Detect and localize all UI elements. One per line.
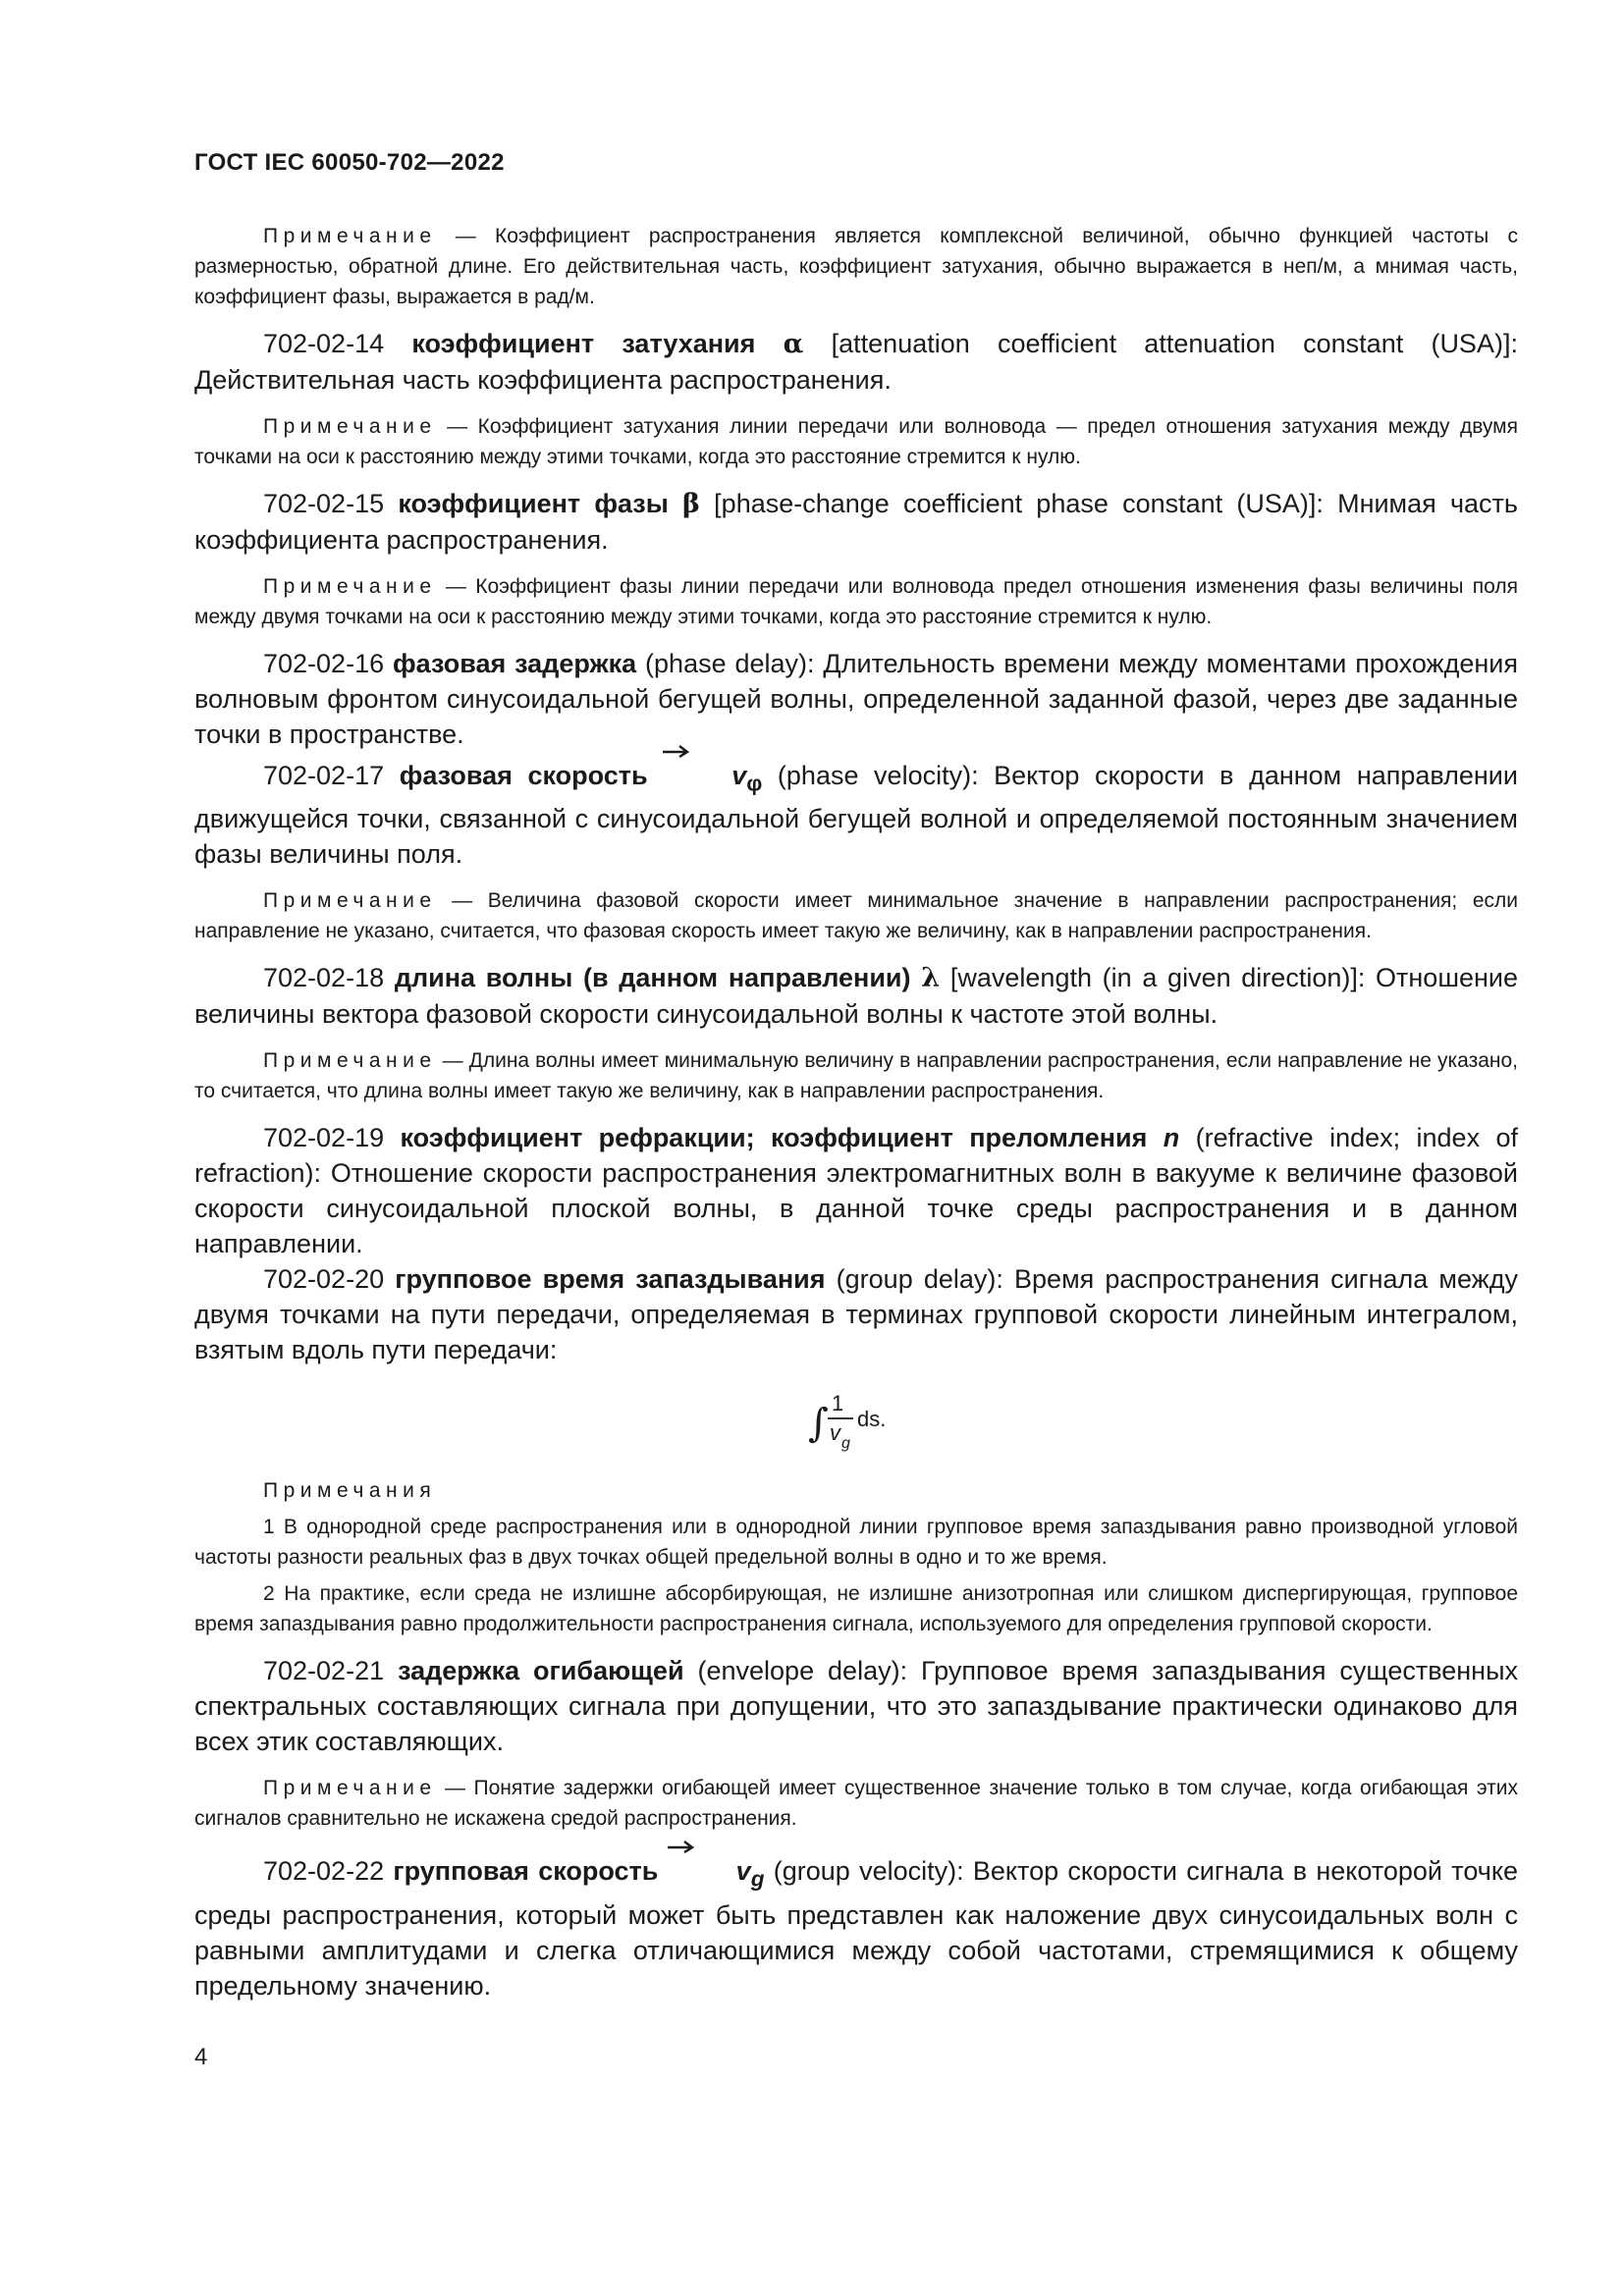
symbol-base: v — [735, 1856, 751, 1887]
note-label: Примечание — [263, 575, 437, 598]
note-text: — Коэффициент затухания линии передачи или волновода — предел отношения затухания между двумя точками на оси к расстоянию между этими точками, когда это расстояние стремится к нулю. — [194, 415, 1518, 468]
entry-definition: [attenuation coefficient attenuation constant (USA)]: Действительная часть коэффициента распространения. — [194, 329, 1518, 395]
entry-term: групповая скорость — [393, 1856, 659, 1887]
entry-definition: (refractive index; index of refraction): Отношение скорости распространения электромагнитных волн в вакууме к величине фазовой скорости синусоидальной плоской волны, в данной точке среды распространения и в данном направлении. — [194, 1123, 1518, 1259]
note-702-02-20-1: 1 В однородной среде распространения или в однородной линии групповое время запаздывания равно производной угловой частоты разности реальных фаз в двух точках общей предельной волны в одно и то же время. — [194, 1516, 1518, 1570]
entry-term: коэффициент рефракции; коэффициент преломления — [400, 1123, 1148, 1153]
entry-definition: (envelope delay): Групповое время запаздывания существенных спектральных составляющих сигнала при допущении, что это запаздывание практически одинаково для всех этик составляющих. — [194, 1656, 1518, 1757]
note-702-02-17 — [194, 885, 1518, 946]
entry-term: коэффициент фазы — [398, 489, 669, 518]
note-label: Примечание — [263, 889, 437, 913]
entry-term: фазовая задержка — [393, 649, 637, 678]
vector-arrow-icon — [666, 1840, 695, 1853]
page-number: 4 — [194, 2044, 208, 2070]
entry-definition: [wavelength (in a given direction)]: Отношение величины вектора фазовой скорости синусоидальной волны к частоте этой волны. — [194, 963, 1519, 1030]
entry-number: 702-02-22 — [263, 1856, 385, 1887]
note-label: Примечание — [263, 1777, 437, 1800]
entry-term: групповое время запаздывания — [395, 1264, 826, 1295]
entry-702-02-21 — [194, 1653, 1518, 1759]
note-702-02-14 — [194, 411, 1518, 472]
integral-formula-graphic — [802, 1375, 910, 1466]
formula-numerator: 1 — [832, 1391, 844, 1416]
note-text: — Величина фазовой скорости имеет минимальное значение в направлении распространения; если направление не указано, считается, что фазовая скорость имеет такую же величину, как в направлении распространения. — [194, 889, 1518, 943]
note-label: Примечание — [263, 1049, 437, 1073]
intro-note — [194, 221, 1518, 312]
integral-sign: ∫ — [808, 1401, 829, 1447]
phase-velocity-vector-symbol — [663, 752, 762, 801]
formula-denominator-base: v — [830, 1420, 840, 1446]
entry-702-02-17 — [194, 752, 1518, 872]
entry-number: 702-02-15 — [263, 489, 385, 518]
entry-702-02-14 — [194, 326, 1518, 398]
note-text: — Коэффициент распространения является комплексной величиной, обычно функцией частоты с размерностью, обратной длине. Его действительная часть, коэффициент затухания, обычно выражается в неп/м, а мнимая часть, коэффициент фазы, выражается в рад/м. — [194, 225, 1518, 308]
entry-number: 702-02-14 — [263, 329, 385, 358]
note-label: Примечание — [263, 225, 437, 247]
entry-number: 702-02-20 — [263, 1264, 385, 1295]
page-content — [194, 221, 1518, 2017]
notes-label: Примечания — [263, 1479, 437, 1503]
symbol-subscript: g — [750, 1866, 765, 1892]
entry-number: 702-02-18 — [263, 963, 385, 993]
entry-702-02-19 — [194, 1120, 1518, 1261]
entry-term: длина волны (в данном направлении) — [394, 963, 911, 993]
entry-term: фазовая скорость — [399, 761, 648, 790]
note-text: — Коэффициент фазы линии передачи или волновода предел отношения изменения фазы величины поля между двумя точками на оси к расстоянию между этими точками, когда это расстояние стремится к нулю. — [194, 575, 1518, 628]
entry-definition: [phase-change coefficient phase constant (USA)]: Мнимая часть коэффициента распространения. — [194, 489, 1518, 555]
entry-definition: (phase delay): Длительность времени между моментами прохождения волновым фронтом синусоидальной бегущей волны, определенной заданной фазой, через две заданные точки в пространстве. — [194, 649, 1518, 749]
entry-definition: (phase velocity): Вектор скорости в данном направлении движущейся точки, связанной с синусоидальной бегущей волной и определяемой постоянным значением фазы величины поля. — [194, 761, 1518, 870]
entry-number: 702-02-17 — [263, 761, 385, 790]
vector-arrow-icon — [661, 744, 690, 758]
symbol-base: v — [731, 761, 747, 790]
note-702-02-15 — [194, 571, 1518, 632]
note-702-02-20-2: 2 На практике, если среда не излишне абсорбирующая, не излишне анизотропная или слишком диспергирующая, групповое время запаздывания равно продолжительности распространения сигнала, используемого для определения групповой скорости. — [194, 1582, 1518, 1636]
group-velocity-vector-symbol — [668, 1847, 765, 1896]
entry-symbol: α — [783, 329, 804, 359]
entry-term: задержка огибающей — [398, 1656, 684, 1686]
entry-symbol: λ — [921, 963, 941, 994]
symbol-subscript: φ — [746, 771, 763, 796]
note-702-02-21 — [194, 1773, 1518, 1834]
entry-number: 702-02-19 — [263, 1123, 385, 1153]
entry-definition: (group velocity): Вектор скорости сигнала в некоторой точке среды распространения, который может быть представлен как наложение двух синусоидальных волн с равными амплитудами и слегка отличающимися между собой частотами, стремящимися к общему предельному значению. — [194, 1856, 1518, 2001]
document-header: ГОСТ IEC 60050-702—2022 — [194, 149, 505, 176]
notes-heading — [194, 1475, 1518, 1506]
entry-number: 702-02-21 — [263, 1656, 385, 1686]
entry-symbol: β — [682, 489, 700, 519]
entry-term: коэффициент затухания — [411, 329, 756, 358]
entry-702-02-15 — [194, 486, 1518, 558]
note-text: — Длина волны имеет минимальную величину в направлении распространения, если направление не указано, то считается, что длина волны имеет такую же величину, как в направлении распространения. — [194, 1049, 1518, 1103]
group-delay-formula — [194, 1375, 1518, 1466]
formula-denominator-sub: g — [841, 1435, 850, 1453]
note-label: Примечание — [263, 415, 437, 438]
entry-number: 702-02-16 — [263, 649, 385, 678]
entry-702-02-16 — [194, 646, 1518, 752]
formula-tail: ds. — [857, 1407, 887, 1432]
note-text: — Понятие задержки огибающей имеет существенное значение только в том случае, когда огибающая этих сигналов сравнительно не искажена средой распространения. — [194, 1777, 1518, 1831]
entry-702-02-18 — [194, 960, 1518, 1032]
entry-702-02-20 — [194, 1261, 1518, 1367]
entry-symbol: n — [1163, 1123, 1180, 1153]
note-702-02-18 — [194, 1045, 1518, 1106]
entry-definition: (group delay): Время распространения сигнала между двумя точками на пути передачи, определяемая в терминах групповой скорости линейным интегралом, взятым вдоль пути передачи: — [194, 1264, 1518, 1365]
entry-702-02-22 — [194, 1847, 1518, 2002]
